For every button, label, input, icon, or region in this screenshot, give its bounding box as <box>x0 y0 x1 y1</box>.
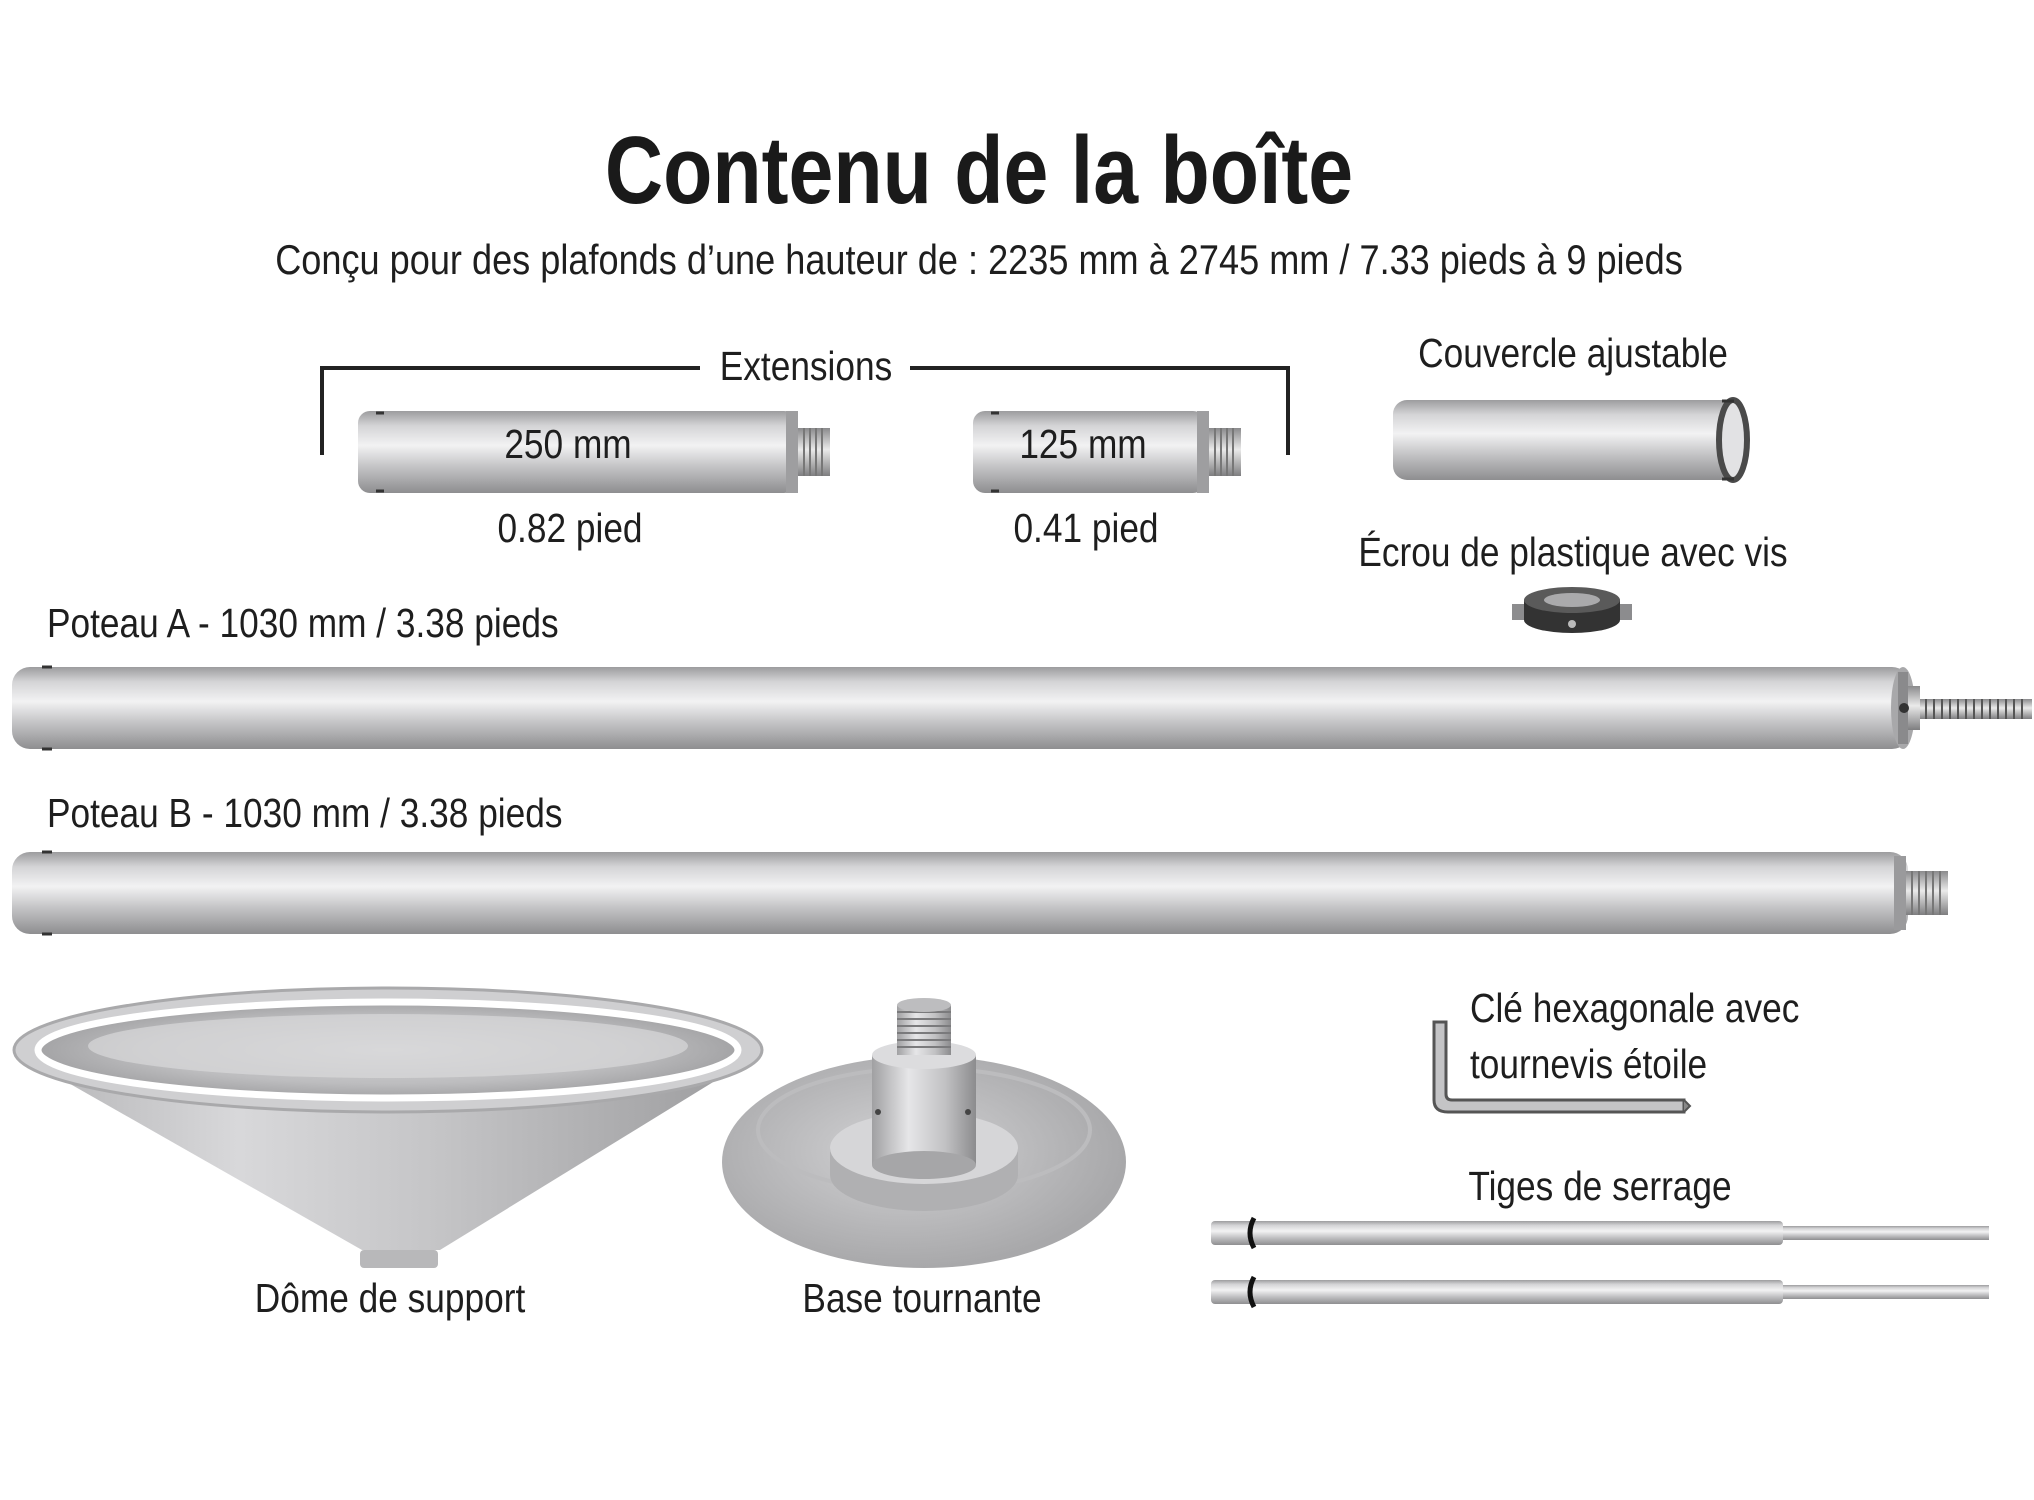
support-dome <box>14 988 762 1268</box>
swivel-base <box>722 998 1126 1268</box>
pole-a <box>12 667 2032 749</box>
plastic-nut-label: Écrou de plastique avec vis <box>1358 529 1788 575</box>
extensions-label: Extensions <box>719 343 893 389</box>
plastic-nut <box>1512 587 1632 633</box>
hex-key-label-line-2: tournevis étoile <box>1470 1041 1708 1087</box>
page-title: Contenu de la boîte <box>604 117 1354 224</box>
pole-b <box>12 852 1948 934</box>
swivel-base-label: Base tournante <box>802 1275 1042 1321</box>
hex-key-label-line-1: Clé hexagonale avec <box>1470 985 1800 1031</box>
page-subtitle: Conçu pour des plafonds d’une hauteur de : 2235 mm à 2745 mm / 7.33 pieds à 9 pieds <box>275 236 1683 283</box>
extension-250-size-ft: 0.82 pied <box>497 505 643 551</box>
pole-a-label: Poteau A - 1030 mm / 3.38 pieds <box>47 600 559 646</box>
pole-b-label: Poteau B - 1030 mm / 3.38 pieds <box>47 790 563 836</box>
extension-250-size-mm: 250 mm <box>504 421 632 467</box>
tightening-rod-2 <box>1211 1277 1989 1307</box>
support-dome-label: Dôme de support <box>254 1275 526 1321</box>
adjustable-cover-label: Couvercle ajustable <box>1418 330 1728 376</box>
adjustable-cover <box>1393 400 1747 480</box>
tightening-rod-1 <box>1211 1218 1989 1248</box>
tightening-rods-label: Tiges de serrage <box>1468 1163 1732 1209</box>
extension-125-size-mm: 125 mm <box>1019 421 1147 467</box>
extension-125-size-ft: 0.41 pied <box>1013 505 1159 551</box>
